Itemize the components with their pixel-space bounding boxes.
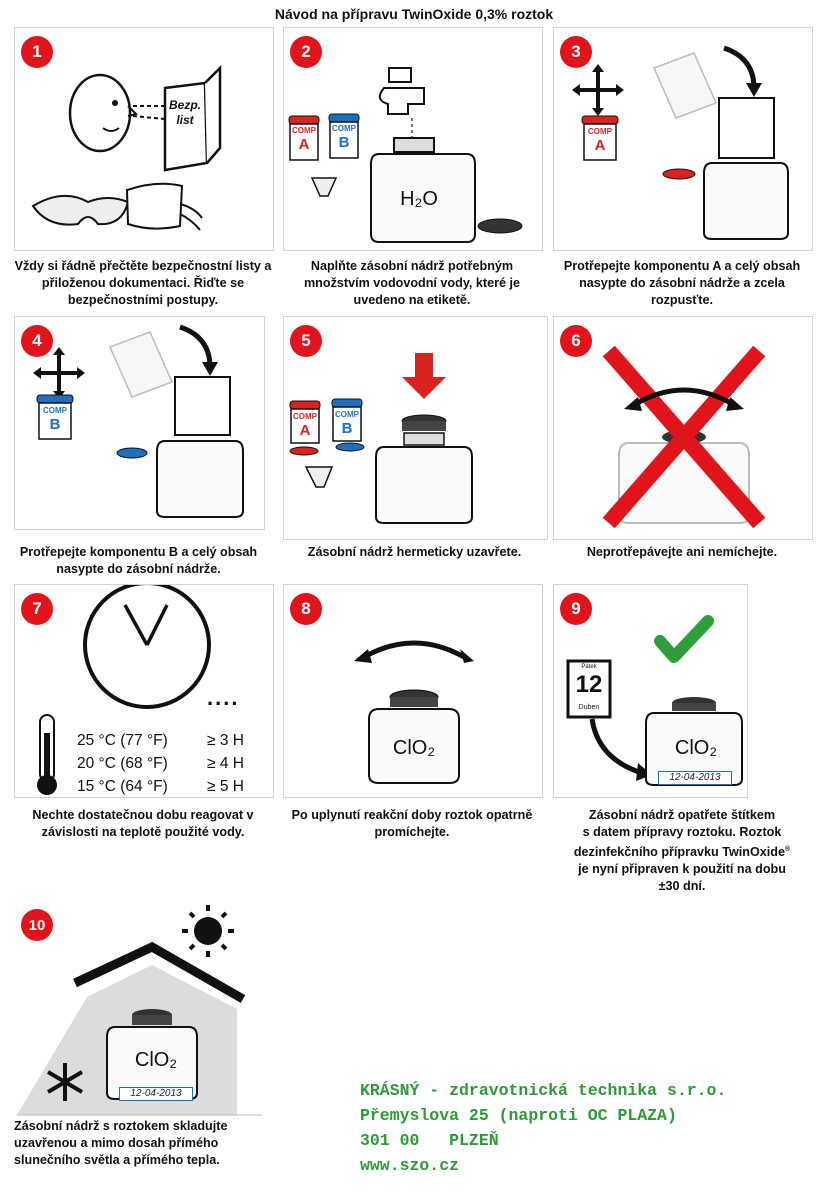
step-9-panel xyxy=(553,584,748,798)
step-3-panel xyxy=(553,27,813,251)
step-8-badge: 8 xyxy=(290,593,322,625)
step-7-badge: 7 xyxy=(21,593,53,625)
step-6-illustration xyxy=(554,317,812,539)
page-title: Návod na přípravu TwinOxide 0,3% roztok xyxy=(274,6,554,22)
step-5-badge: 5 xyxy=(290,325,322,357)
step-1-caption: Vždy si řádně přečtěte bezpečnostní listy a přiloženou dokumentaci. Řiďte se bezpečnostními postupy. xyxy=(14,259,272,307)
step-4-panel xyxy=(14,316,265,530)
calendar-month: Duben xyxy=(578,704,600,711)
step-9-badge: 9 xyxy=(560,593,592,625)
temp-row xyxy=(77,775,244,798)
step-9-caption xyxy=(553,807,811,895)
step-6-badge: 6 xyxy=(560,325,592,357)
comp-a-letter: A xyxy=(298,136,310,153)
step-1-badge: 1 xyxy=(21,36,53,68)
caption-line: je nyní připraven k použití na dobu xyxy=(578,862,786,877)
step-3-caption: Protřepejte komponentu A a celý obsah nasypte do zásobní nádrže a zcela rozpusťte. xyxy=(563,259,801,307)
step-6-panel xyxy=(553,316,813,540)
comp-a-label: COMP xyxy=(293,412,317,421)
step-5-panel xyxy=(283,316,548,540)
calendar-date: 12 xyxy=(575,671,603,698)
temp-value: 25 °C (77 °F) xyxy=(77,732,168,749)
step-10-panel xyxy=(14,900,263,1118)
step-10-badge: 10 xyxy=(21,909,53,941)
duration-value: ≥ 3 H xyxy=(207,732,244,749)
step-8-caption: Po uplynutí reakční doby roztok opatrně promíchejte. xyxy=(291,808,533,839)
comp-b-letter: B xyxy=(338,134,350,151)
step-8-illustration xyxy=(284,585,542,797)
date-label: 12-04-2013 xyxy=(119,1087,193,1101)
comp-a-letter: A xyxy=(299,422,311,439)
step-2-caption: Naplňte zásobní nádrž potřebným množstvím vodovodní vody, které je uvedeno na etiketě. xyxy=(303,259,520,307)
step-7-panel xyxy=(14,584,274,798)
tank-label: ClO₂ xyxy=(134,1049,178,1071)
step-6-caption: Neprotřepávejte ani nemíchejte. xyxy=(586,545,778,559)
caption-line: s datem přípravy roztoku. Roztok xyxy=(582,825,782,839)
duration-value: ≥ 5 H xyxy=(207,778,244,795)
registered-mark: ® xyxy=(784,846,791,853)
temp-value: 20 °C (68 °F) xyxy=(77,755,168,772)
caption-line: ±30 dní. xyxy=(658,879,706,894)
step-2-illustration xyxy=(284,28,542,250)
comp-letter: B xyxy=(49,416,61,433)
step-3-badge: 3 xyxy=(560,36,592,68)
tank-label: ClO₂ xyxy=(674,737,718,759)
company-website[interactable]: www.szo.cz xyxy=(360,1156,460,1175)
caption-text: dezinfekčního přípravku TwinOxide xyxy=(573,845,785,860)
caption-line xyxy=(553,841,811,861)
tank-label: ClO₂ xyxy=(392,737,436,759)
step-8-panel xyxy=(283,584,543,798)
comp-label: COMP xyxy=(588,127,612,136)
temperature-table xyxy=(77,729,244,798)
step-4-caption: Protřepejte komponentu B a celý obsah nasypte do zásobní nádrže. xyxy=(19,545,258,576)
step-1-illustration xyxy=(15,28,273,250)
step-10-caption: Zásobní nádrž s roztokem skladujte uzavřenou a mimo dosah přímého slunečního světla a přímého tepla. xyxy=(14,1119,228,1167)
step-7-caption: Nechte dostatečnou dobu reagovat v závislosti na teplotě použité vody. xyxy=(32,808,254,839)
caption-line: Zásobní nádrž opatřete štítkem xyxy=(588,808,776,822)
waiting-dots: .... xyxy=(207,685,240,710)
comp-b-label: COMP xyxy=(332,124,356,133)
step-1-document-label: Bezp. list xyxy=(168,98,201,127)
temp-value: 15 °C (64 °F) xyxy=(77,778,168,795)
duration-value: ≥ 4 H xyxy=(207,755,244,772)
company-contact xyxy=(360,1078,726,1178)
temp-row xyxy=(77,729,244,752)
step-4-badge: 4 xyxy=(21,325,53,357)
step-5-caption: Zásobní nádrž hermeticky uzavřete. xyxy=(307,545,522,559)
comp-letter: A xyxy=(594,137,606,154)
comp-label: COMP xyxy=(43,406,67,415)
tank-label: H₂O xyxy=(400,188,438,210)
step-5-illustration xyxy=(284,317,547,539)
comp-a-label: COMP xyxy=(292,126,316,135)
calendar-day: Pátek xyxy=(581,664,597,670)
temp-row xyxy=(77,752,244,775)
company-name: KRÁSNÝ - zdravotnická technika s.r.o. xyxy=(360,1081,727,1100)
comp-b-letter: B xyxy=(341,420,353,437)
step-2-panel xyxy=(283,27,543,251)
step-10-illustration xyxy=(15,901,262,1117)
step-1-panel xyxy=(14,27,274,251)
date-label: 12-04-2013 xyxy=(658,771,732,785)
step-2-badge: 2 xyxy=(290,36,322,68)
comp-b-label: COMP xyxy=(335,410,359,419)
company-address: Přemyslova 25 (naproti OC PLAZA) xyxy=(360,1106,677,1125)
company-city: 301 00 PLZEŇ xyxy=(360,1131,499,1150)
